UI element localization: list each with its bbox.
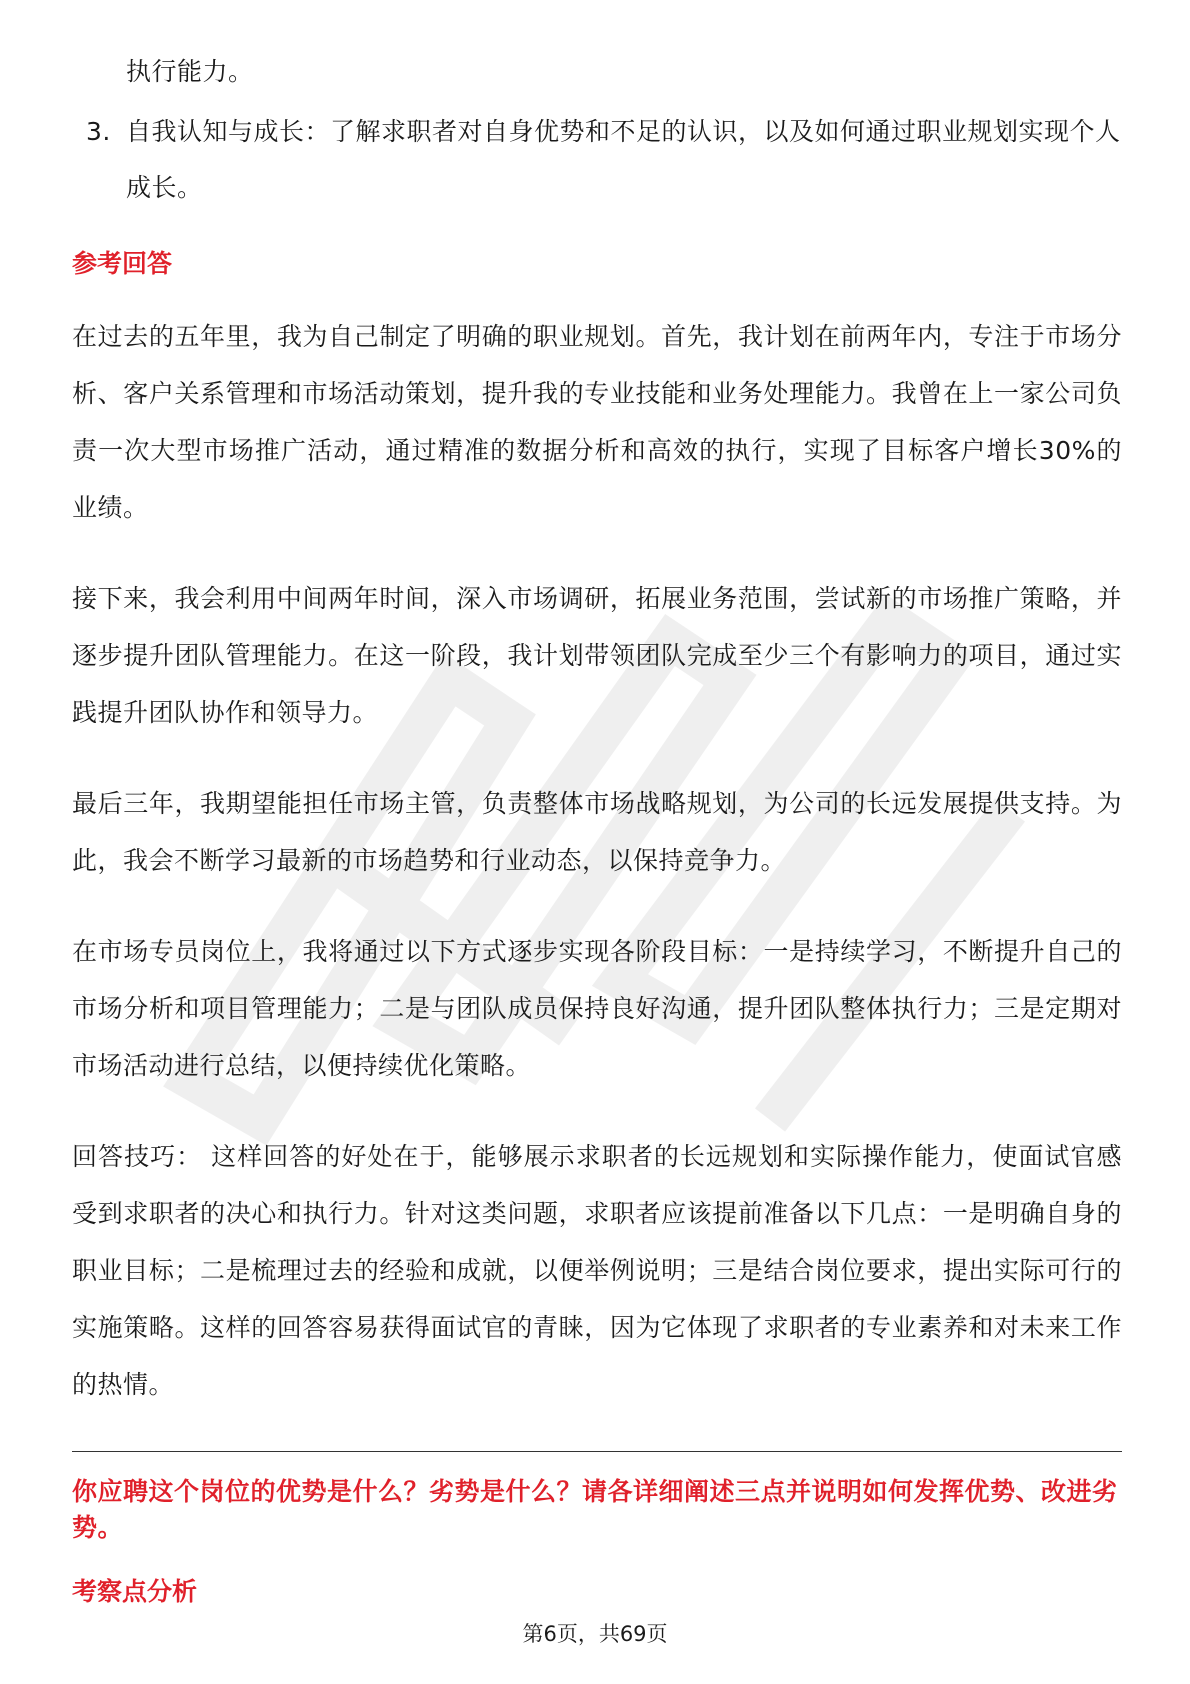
answer-paragraph-2: 接下来，我会利用中间两年时间，深入市场调研，拓展业务范围，尝试新的市场推广策略，并逐步提升团队管理能力。在这一阶段，我计划带领团队完成至少三个有影响力的项目，通过实践提升团队协作和领导力。 — [72, 584, 1122, 727]
reference-answer-heading: 参考回答 — [72, 249, 173, 278]
answer-tips-paragraph: 回答技巧： 这样回答的好处在于，能够展示求职者的长远规划和实际操作能力，使面试官感受到求职者的决心和执行力。针对这类问题，求职者应该提前准备以下几点：一是明确自身的职业目标；二是梳理过去的经验和成就，以便举例说明；三是结合岗位要求，提出实际可行的实施策略。这样的回答容易获得面试官的青睐，因为它体现了求职者的专业素养和对未来工作的热情。 — [72, 1142, 1122, 1399]
page-footer: 第6页，共69页 — [522, 1622, 668, 1646]
next-question-title: 你应聘这个岗位的优势是什么？劣势是什么？请各详细阐述三点并说明如何发挥优势、改进劣势。 — [72, 1477, 1118, 1542]
list-item-continuation: 执行能力。 — [126, 57, 254, 86]
list-item-text: 自我认知与成长：了解求职者对自身优势和不足的认识，以及如何通过职业规划实现个人成长。 — [126, 117, 1121, 202]
answer-paragraph-1: 在过去的五年里，我为自己制定了明确的职业规划。首先，我计划在前两年内，专注于市场分析、客户关系管理和市场活动策划，提升我的专业技能和业务处理能力。我曾在上一家公司负责一次大型市场推广活动，通过精准的数据分析和高效的执行，实现了目标客户增长30%的业绩。 — [72, 322, 1122, 522]
analysis-heading: 考察点分析 — [72, 1577, 198, 1606]
list-item-number: 3. — [86, 117, 111, 146]
list-item-3 — [72, 104, 1122, 216]
section-divider — [72, 1451, 1122, 1452]
answer-paragraph-3: 最后三年，我期望能担任市场主管，负责整体市场战略规划，为公司的长远发展提供支持。为此，我会不断学习最新的市场趋势和行业动态，以保持竞争力。 — [72, 789, 1122, 875]
page-content — [72, 48, 1122, 1612]
answer-paragraph-4: 在市场专员岗位上，我将通过以下方式逐步实现各阶段目标：一是持续学习，不断提升自己的市场分析和项目管理能力；二是与团队成员保持良好沟通，提升团队整体执行力；三是定期对市场活动进行总结，以便持续优化策略。 — [72, 937, 1122, 1080]
